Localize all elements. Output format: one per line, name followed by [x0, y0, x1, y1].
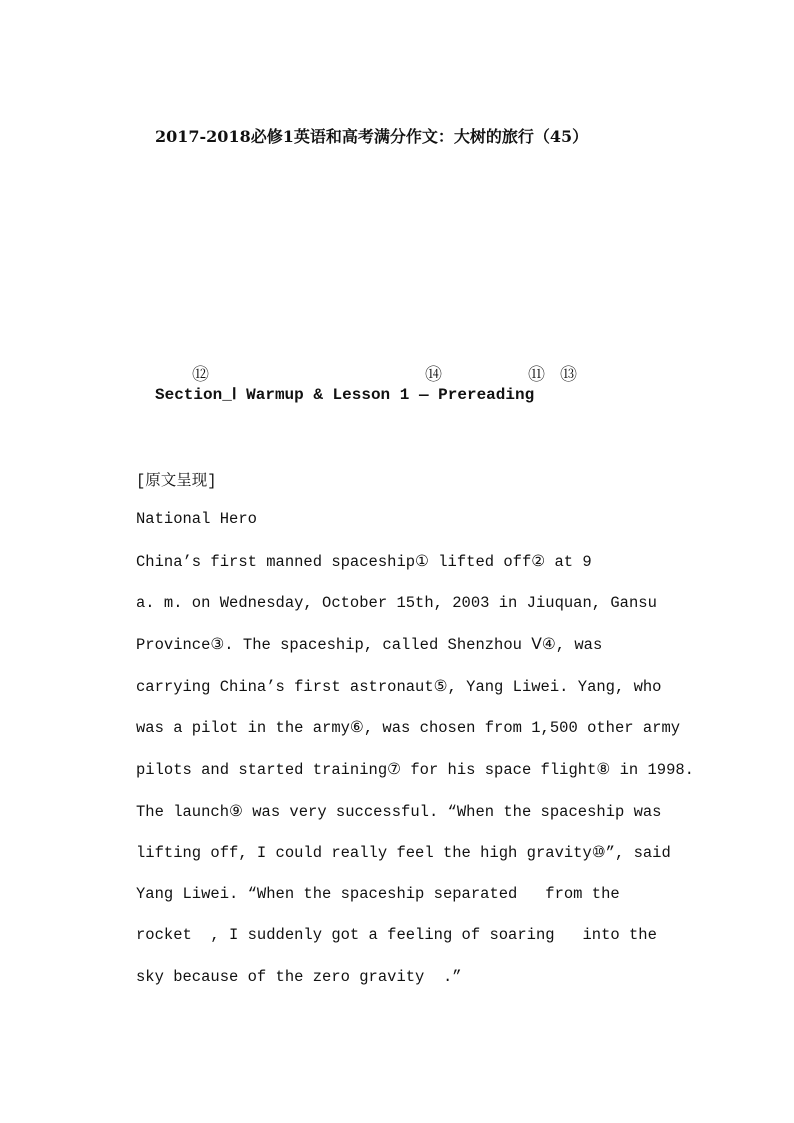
text-line: was a pilot in the army⑥, was chosen from 1,500 other army — [136, 719, 681, 737]
annotation-marker: ⑪ — [528, 365, 545, 385]
text-line: Yang Liwei. “When the spaceship separated from the — [136, 885, 620, 903]
annotation-marker: ⑭ — [425, 365, 442, 385]
source-label: [原文呈现] — [136, 472, 217, 490]
text-line: rocket , I suddenly got a feeling of soaring into the — [136, 926, 657, 944]
annotation-marker: ⑫ — [192, 365, 209, 385]
section-heading: Section_Ⅰ Warmup & Lesson 1 — Prereading — [155, 386, 535, 404]
text-line: pilots and started training⑦ for his space flight⑧ in 1998. — [136, 761, 694, 779]
text-line: The launch⑨ was very successful. “When the spaceship was — [136, 803, 662, 821]
text-line: sky because of the zero gravity .” — [136, 968, 462, 986]
annotation-marker: ⑬ — [560, 365, 577, 385]
article-title: National Hero — [136, 510, 257, 528]
text-line: lifting off, I could really feel the high gravity⑩”, said — [136, 844, 671, 862]
text-line: a. m. on Wednesday, October 15th, 2003 in Jiuquan, Gansu — [136, 594, 657, 612]
text-line: China’s first manned spaceship① lifted off② at 9 — [136, 553, 592, 571]
document-title: 2017-2018必修1英语和高考满分作文：大树的旅行（45） — [155, 127, 589, 146]
text-line: carrying China’s first astronaut⑤, Yang Liwei. Yang, who — [136, 678, 662, 696]
text-line: Province③. The spaceship, called Shenzhou Ⅴ④, was — [136, 636, 603, 654]
